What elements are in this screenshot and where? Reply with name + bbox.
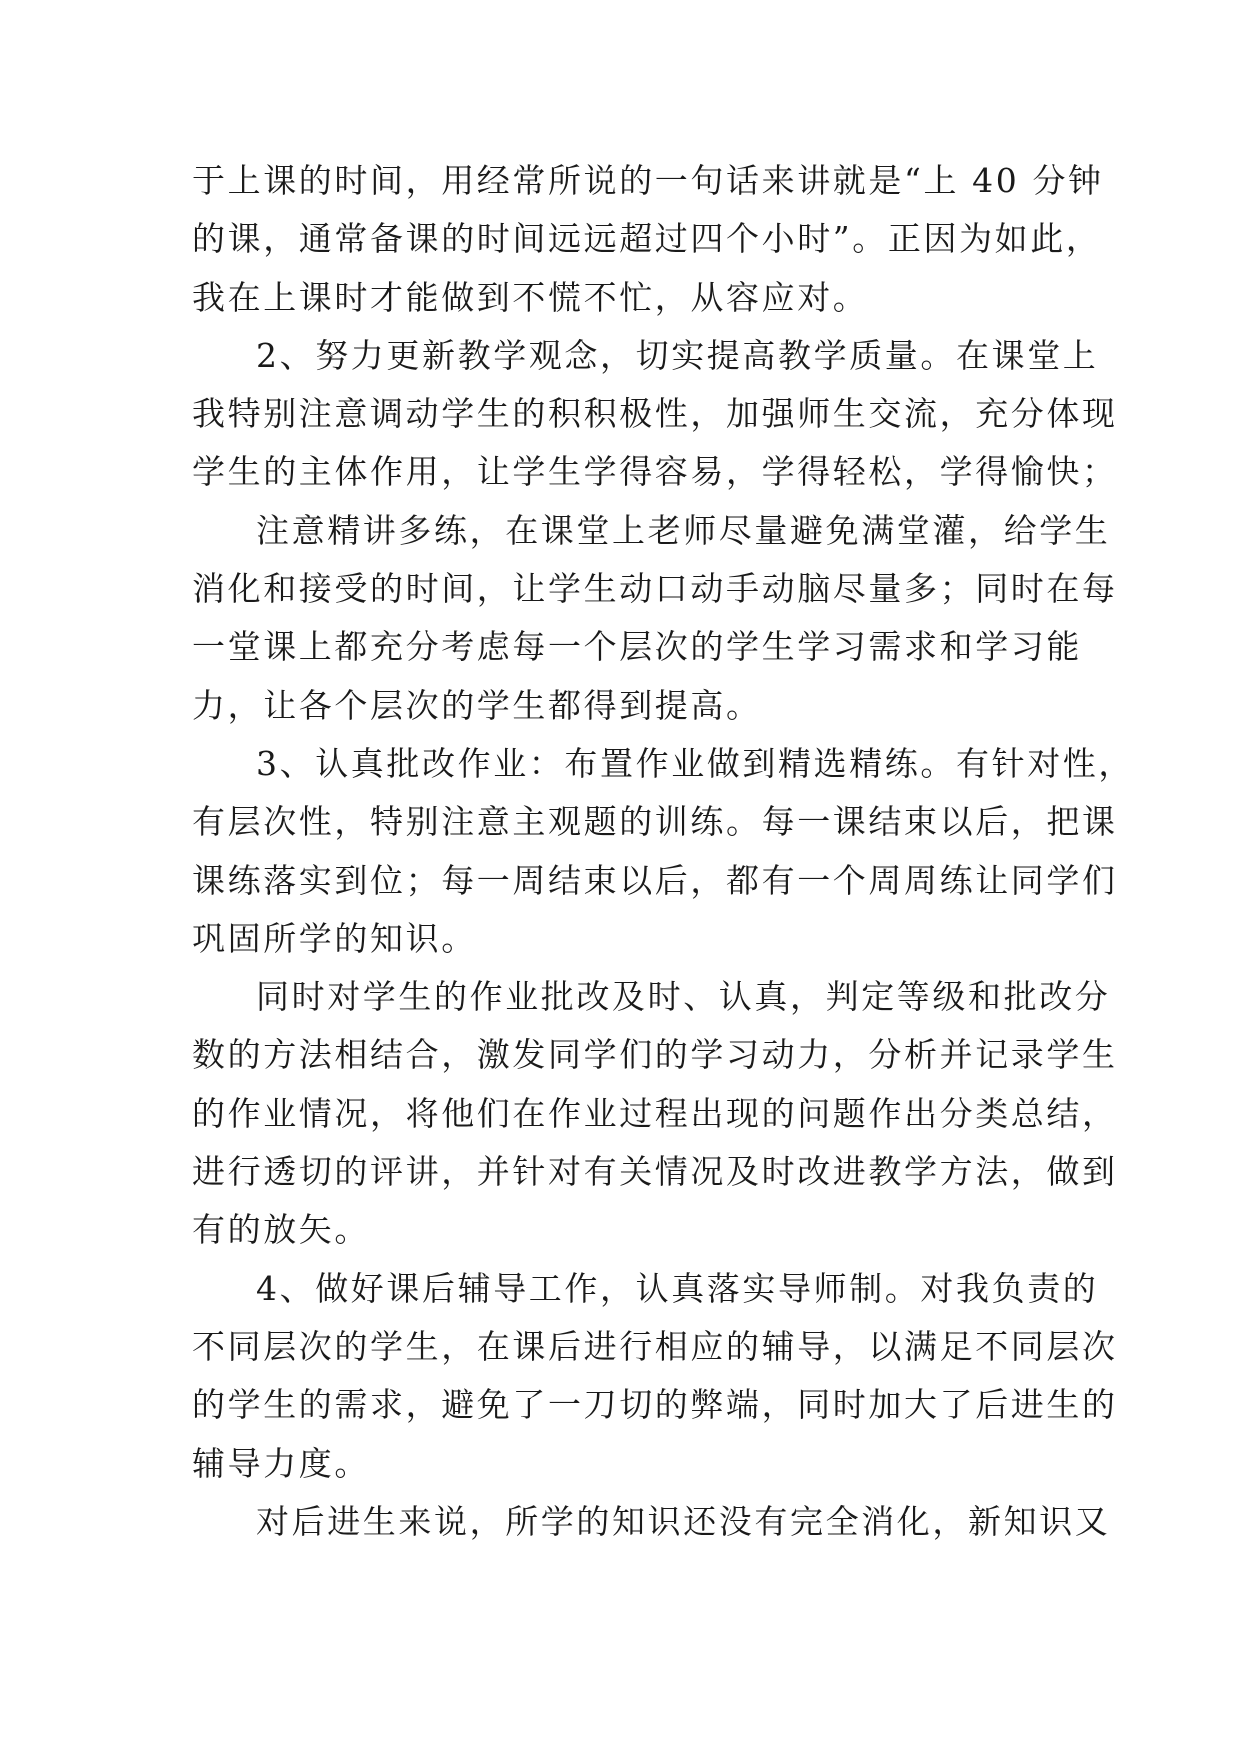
paragraph-first-line: 同时对学生的作业批改及时、认真，判定等级和批改分: [256, 977, 1111, 1017]
text-line: 巩固所学的知识。: [192, 918, 477, 958]
paragraph-first-line: 注意精讲多练，在课堂上老师尽量避免满堂灌，给学生: [256, 510, 1111, 550]
text-line: 课练落实到位；每一周结束以后，都有一个周周练让同学们: [192, 860, 1118, 900]
paragraph-first-line: 4、做好课后辅导工作，认真落实导师制。对我负责的: [256, 1268, 1099, 1308]
document-body: [192, 152, 1134, 1551]
paragraph-first-line: 2、努力更新教学观念，切实提高教学质量。在课堂上: [256, 335, 1099, 375]
text-line: 进行透切的评讲，并针对有关情况及时改进教学方法，做到: [192, 1152, 1118, 1192]
text-line: 消化和接受的时间，让学生动口动手动脑尽量多；同时在每: [192, 569, 1118, 609]
text-line: 辅导力度。: [192, 1443, 370, 1483]
text-line: 数的方法相结合，激发同学们的学习动力，分析并记录学生: [192, 1035, 1118, 1075]
text-line: 的课，通常备课的时间远远超过四个小时”。正因为如此，: [192, 219, 1102, 259]
text-line: 一堂课上都充分考虑每一个层次的学生学习需求和学习能: [192, 627, 1082, 667]
paragraph-first-line: 对后进生来说，所学的知识还没有完全消化，新知识又: [256, 1501, 1111, 1541]
text-line: 我在上课时才能做到不慌不忙，从容应对。: [192, 277, 869, 317]
text-line: 的学生的需求，避免了一刀切的弊端，同时加大了后进生的: [192, 1385, 1118, 1425]
text-line: 力，让各个层次的学生都得到提高。: [192, 685, 762, 725]
text-line: 我特别注意调动学生的积积极性，加强师生交流，充分体现: [192, 394, 1118, 434]
text-line: 有层次性，特别注意主观题的训练。每一课结束以后，把课: [192, 802, 1118, 842]
text-line: 学生的主体作用，让学生学得容易，学得轻松，学得愉快；: [192, 452, 1118, 492]
text-line: 有的放矢。: [192, 1210, 370, 1250]
text-line: 的作业情况，将他们在作业过程出现的问题作出分类总结，: [192, 1093, 1118, 1133]
text-line: 于上课的时间，用经常所说的一句话来讲就是“上 40 分钟: [192, 161, 1104, 200]
paragraph-first-line: 3、认真批改作业：布置作业做到精选精练。有针对性，: [256, 743, 1134, 783]
text-line: 不同层次的学生，在课后进行相应的辅导，以满足不同层次: [192, 1326, 1118, 1366]
